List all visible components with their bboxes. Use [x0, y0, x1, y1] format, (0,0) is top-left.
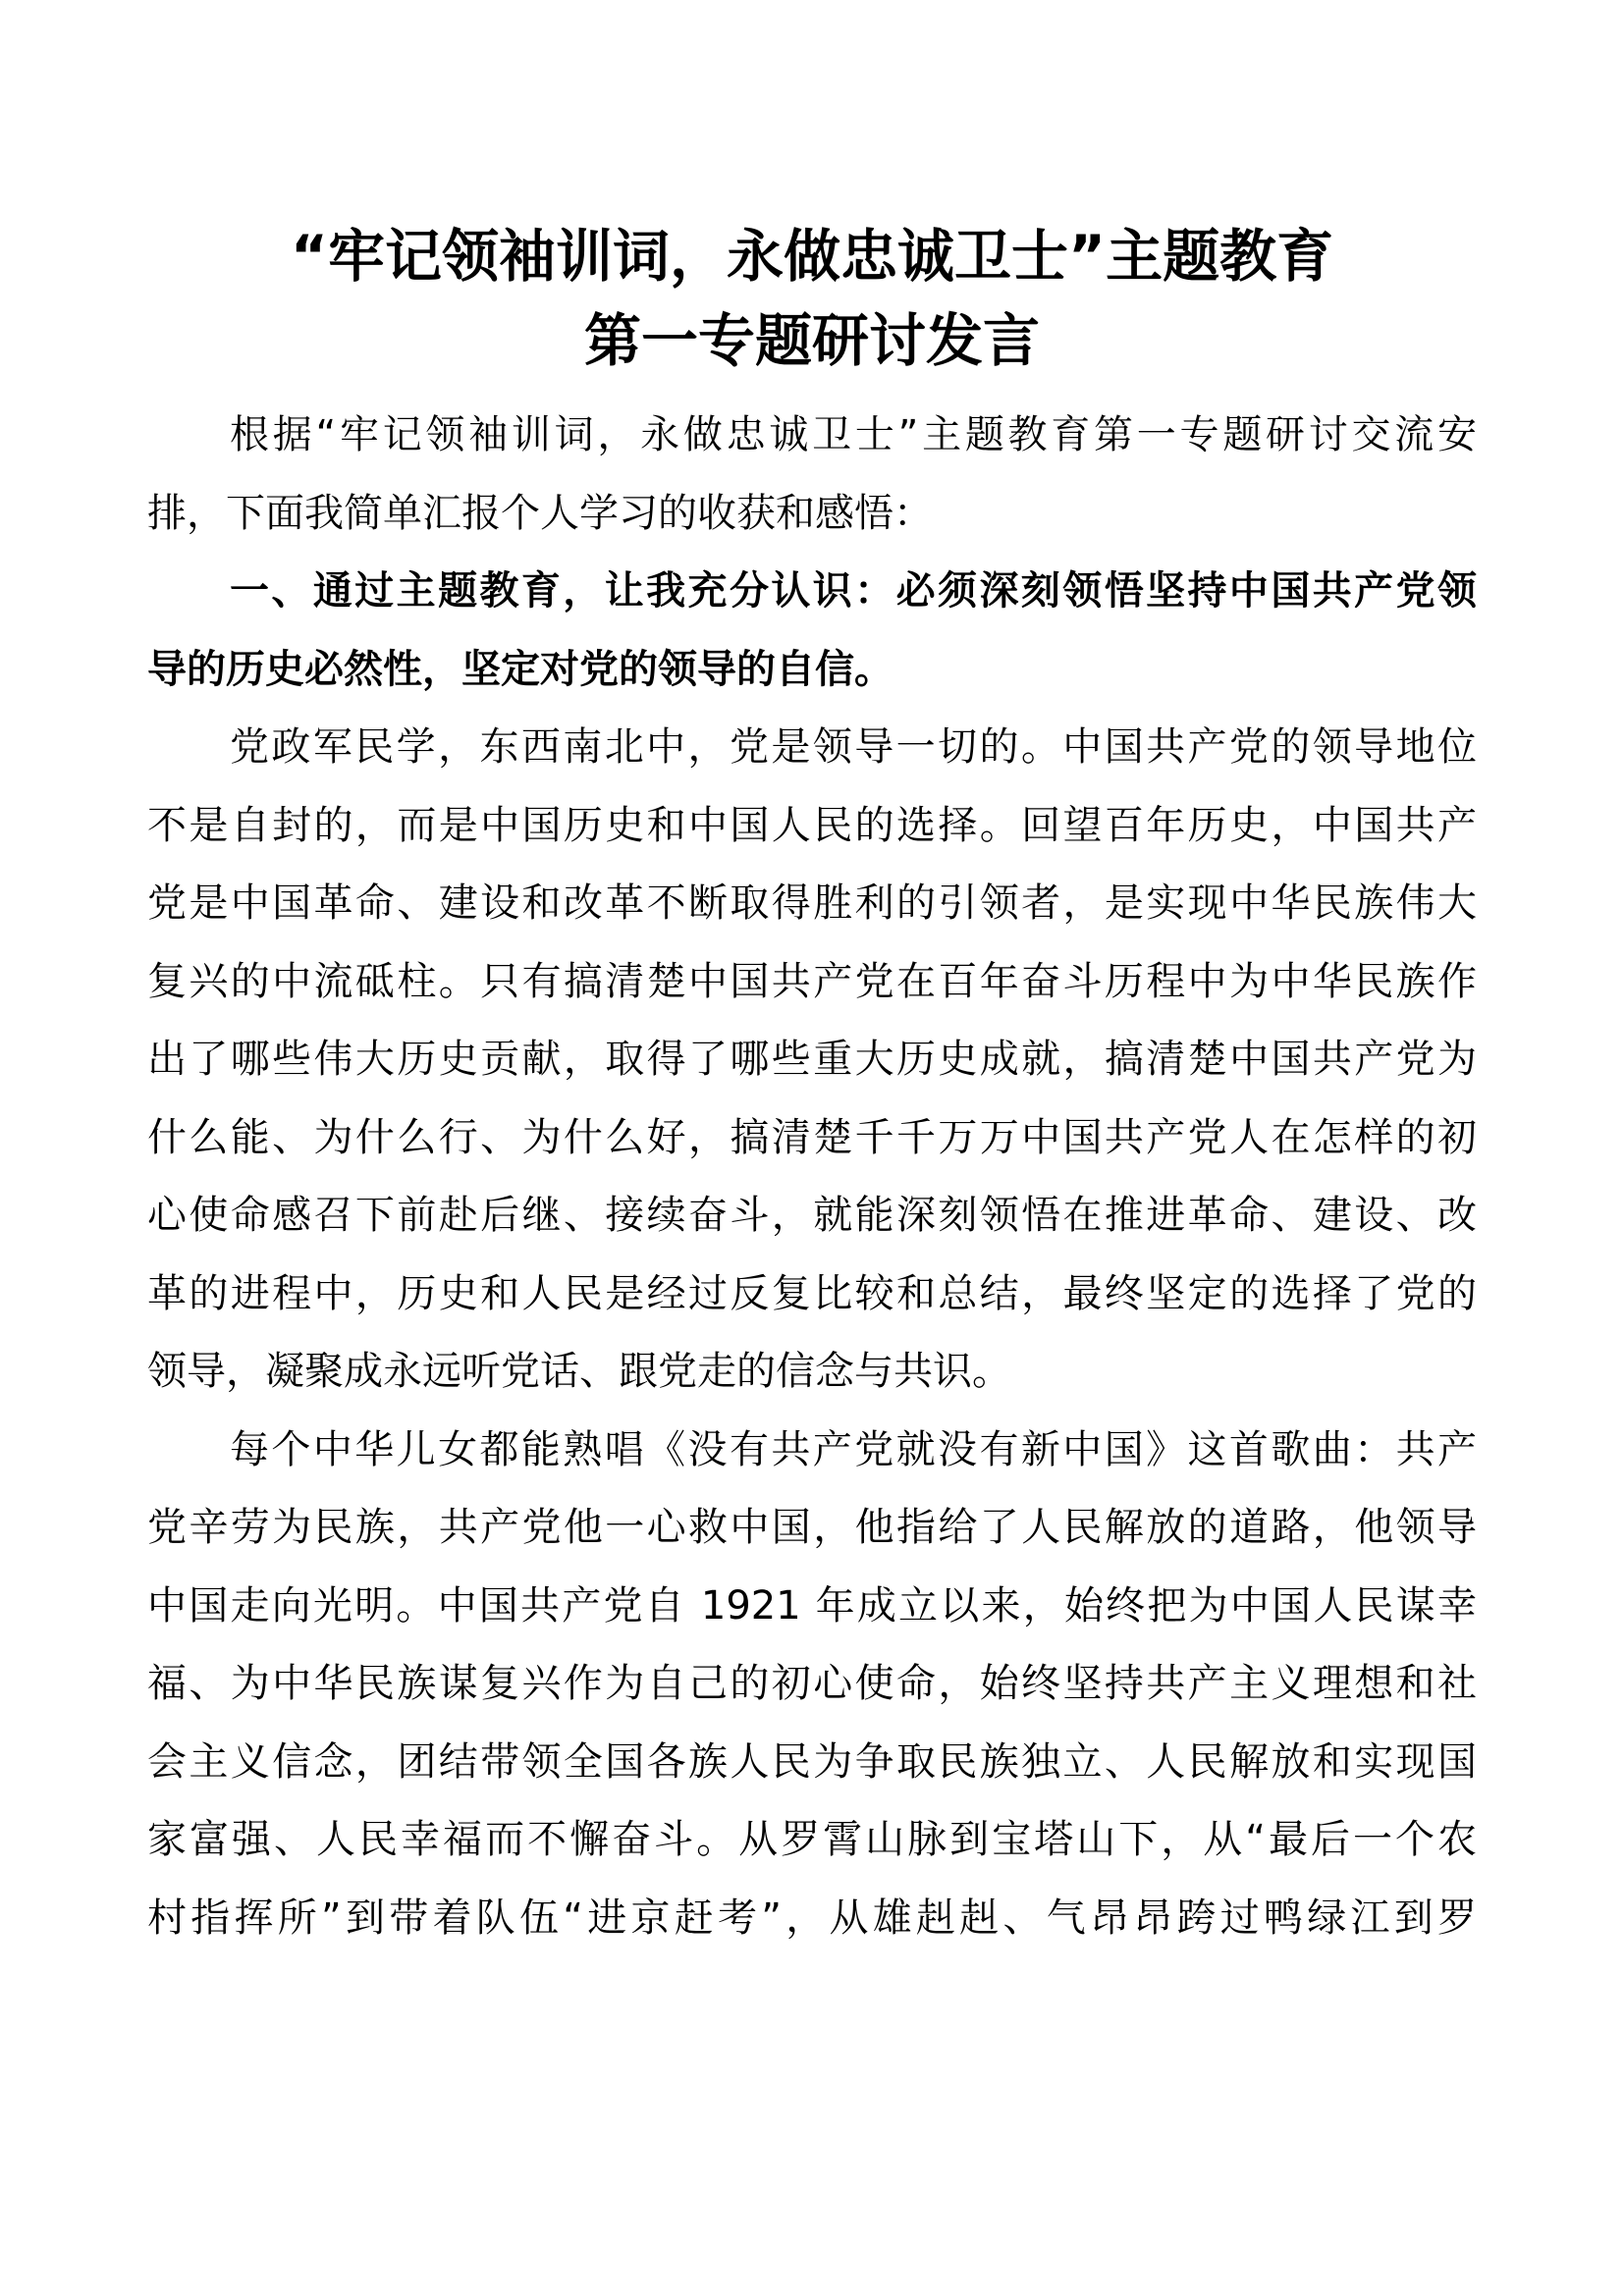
text-line: 排，下面我简单汇报个人学习的收获和感悟： [147, 490, 933, 536]
text-line: 不是自封的，而是中国历史和中国人民的选择。回望百年历史，中国共产 [147, 802, 1477, 848]
text-line: 复兴的中流砥柱。只有搞清楚中国共产党在百年奋斗历程中为中华民族作 [147, 958, 1477, 1004]
text-line: 党是中国革命、建设和改革不断取得胜利的引领者，是实现中华民族伟大 [147, 881, 1477, 926]
document-body [147, 397, 1477, 1957]
heading-line: 一、通过主题教育，让我充分认识：必须深刻领悟坚持中国共产党领 [230, 568, 1477, 614]
text-line: 什么能、为什么行、为什么好，搞清楚千千万万中国共产党人在怎样的初 [147, 1114, 1477, 1160]
paragraph-intro [147, 397, 1477, 553]
text-line: 村指挥所”到带着队伍“进京赶考”，从雄赳赳、气昂昂跨过鸭绿江到罗 [147, 1895, 1477, 1941]
paragraph-party-leadership [147, 709, 1477, 1412]
text-line: 出了哪些伟大历史贡献，取得了哪些重大历史成就，搞清楚中国共产党为 [147, 1037, 1477, 1082]
text-line: 革的进程中，历史和人民是经过反复比较和总结，最终坚定的选择了党的 [147, 1270, 1477, 1316]
text-line: 领导，凝聚成永远听党话、跟党走的信念与共识。 [147, 1349, 1011, 1394]
document-title-line-2: 第一专题研讨发言 [583, 307, 1040, 374]
heading-line: 导的历史必然性，坚定对党的领导的自信。 [147, 646, 893, 692]
text-line: 会主义信念，团结带领全国各族人民为争取民族独立、人民解放和实现国 [147, 1738, 1477, 1785]
text-line: 根据“牢记领袖训词，永做忠诚卫士”主题教育第一专题研讨交流安 [230, 412, 1477, 457]
text-line: 党辛劳为民族，共产党他一心救中国，他指给了人民解放的道路，他领导 [147, 1505, 1477, 1550]
text-line: 福、为中华民族谋复兴作为自己的初心使命，始终坚持共产主义理想和社 [147, 1661, 1477, 1706]
paragraph-song [147, 1412, 1477, 1958]
text-line: 每个中华儿女都能熟唱《没有共产党就没有新中国》这首歌曲：共产 [230, 1426, 1477, 1472]
text-line: 家富强、人民幸福而不懈奋斗。从罗霄山脉到宝塔山下，从“最后一个农 [147, 1817, 1477, 1862]
text-line: 党政军民学，东西南北中，党是领导一切的。中国共产党的领导地位 [230, 724, 1477, 770]
section-heading-1 [147, 553, 1477, 709]
text-line: 心使命感召下前赴后继、接续奋斗，就能深刻领悟在推进革命、建设、改 [147, 1193, 1477, 1238]
document-title-line-1: “牢记领袖训词，永做忠诚卫士”主题教育 [290, 223, 1334, 290]
text-line: 中国走向光明。中国共产党自 1921 年成立以来，始终把为中国人民谋幸 [147, 1582, 1477, 1629]
